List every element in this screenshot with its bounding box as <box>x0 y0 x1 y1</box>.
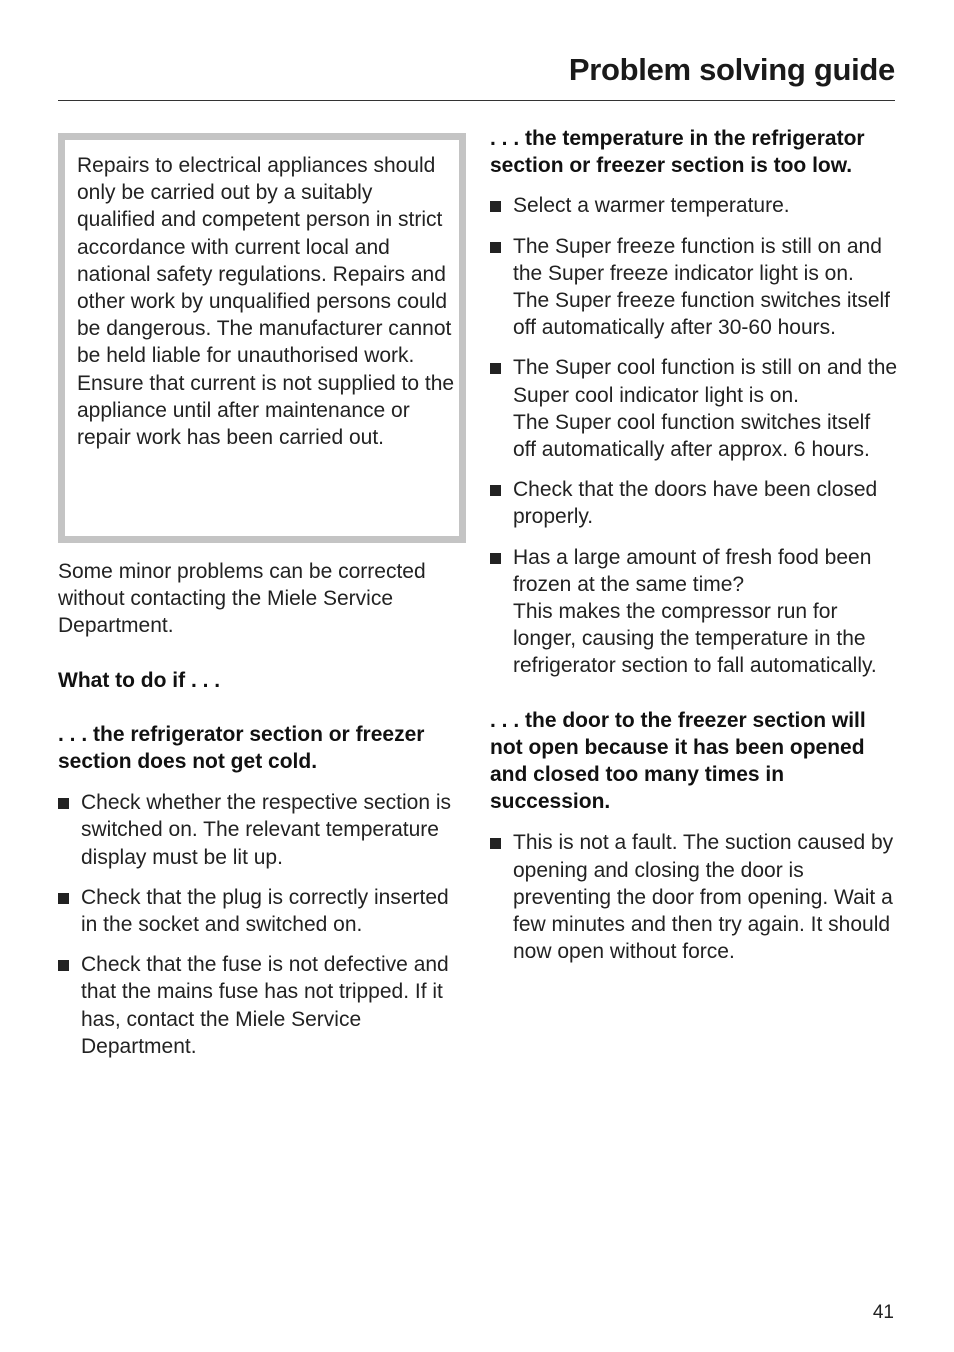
list-item <box>58 951 468 1060</box>
list-item-text: The Super freeze function is still on and the Super freeze indicator light is on. <box>513 234 882 285</box>
list-item <box>58 789 468 871</box>
list-item-text: Check that the plug is correctly inserted in the socket and switched on. <box>81 885 449 937</box>
header-rule <box>58 100 895 101</box>
list-item-text: Has a large amount of fresh food been frozen at the same time? <box>513 545 872 596</box>
bullet-icon <box>58 798 69 809</box>
list-item-text: Check that the doors have been closed properly. <box>513 478 878 529</box>
list-item <box>490 192 898 219</box>
warning-paragraph-1: Repairs to electrical appliances should only be carried out by a suitably qualified and competent person in strict accordance with current local and national safety regulations. Repairs and other work by unqualified persons could be dangerous. The manufacturer cannot be held liable for unauthorised work. <box>77 154 452 368</box>
bullet-icon <box>490 201 501 212</box>
what-to-do-heading: What to do if . . . <box>58 668 221 692</box>
list-item-detail: This makes the compressor run for longer, causing the temperature in the refrigerator section to fall automatically. <box>513 600 877 678</box>
bullet-icon <box>490 485 501 496</box>
list-item-text: Check whether the respective section is switched on. The relevant temperature display must be lit up. <box>81 791 452 869</box>
bullet-icon <box>58 960 69 971</box>
page-number: 41 <box>872 1302 894 1323</box>
list-item <box>58 884 468 938</box>
list-item-detail: The Super freeze function switches itself off automatically after 30-60 hours. <box>513 289 891 340</box>
list-item-detail: The Super cool function switches itself off automatically after approx. 6 hours. <box>513 410 871 462</box>
list-item <box>490 354 898 463</box>
bullet-icon <box>490 838 501 849</box>
warning-box <box>58 133 466 543</box>
section-heading-too-low: . . . the temperature in the refrigerator section or freezer section is too low. <box>490 127 865 178</box>
section-heading-door: . . . the door to the freezer section will not open because it has been opened and closed too many times in succession. <box>490 708 866 814</box>
intro-text: Some minor problems can be corrected without contacting the Miele Service Department. <box>58 560 426 638</box>
bullet-icon <box>58 893 69 904</box>
left-column <box>58 558 468 1060</box>
bullet-icon <box>490 553 501 564</box>
list-item <box>490 829 898 965</box>
list-item-text: The Super cool function is still on and the Super cool indicator light is on. <box>513 356 898 407</box>
list-item <box>490 476 898 530</box>
page-title: Problem solving guide <box>568 52 895 87</box>
section-heading-not-cold: . . . the refrigerator section or freezer section does not get cold. <box>58 722 425 774</box>
list-item <box>490 544 898 680</box>
warning-paragraph-2: Ensure that current is not supplied to the appliance until after maintenance or repair work has been carried out. <box>77 371 455 450</box>
list-item <box>490 233 898 342</box>
list-item-text: This is not a fault. The suction caused by opening and closing the door is preventing the door from opening. Wait a few minutes and then try again. It should now open without force. <box>513 831 894 964</box>
bullet-icon <box>490 363 501 374</box>
warning-text <box>77 152 455 451</box>
list-item-text: Check that the fuse is not defective and that the mains fuse has not tripped. If it has, contact the Miele Service Department. <box>81 953 449 1058</box>
right-column <box>490 125 898 965</box>
bullet-icon <box>490 242 501 253</box>
list-item-text: Select a warmer temperature. <box>513 194 790 218</box>
